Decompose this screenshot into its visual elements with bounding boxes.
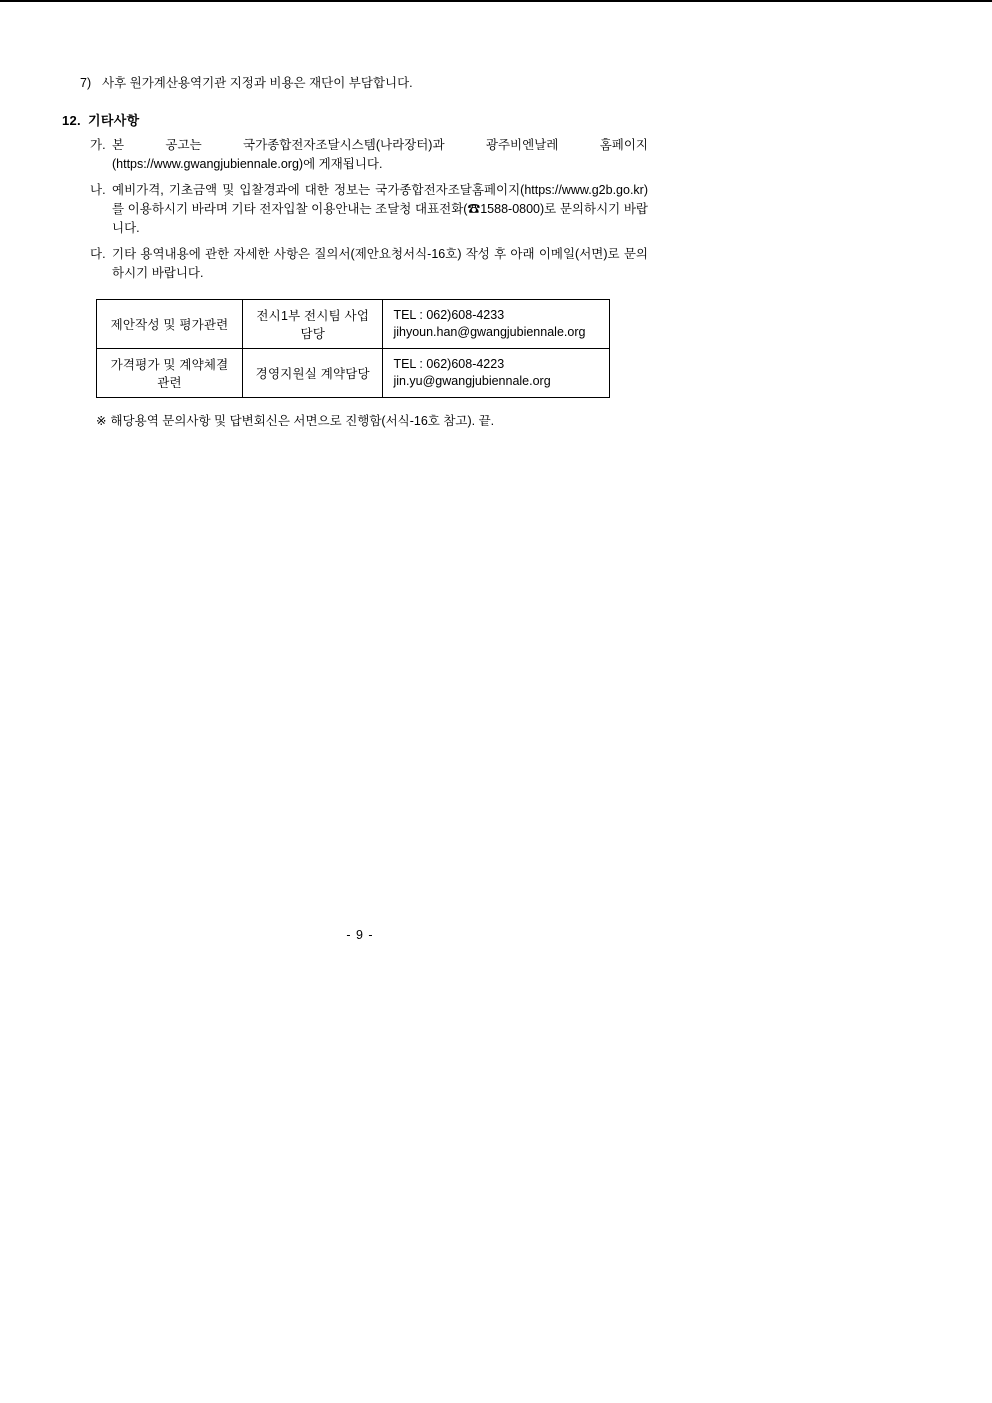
list-item — [90, 136, 648, 174]
contact-tel: TEL : 062)608-4223 — [393, 357, 505, 371]
section-heading — [62, 110, 648, 129]
contact-info — [383, 300, 610, 349]
list-item-marker: 나. — [90, 183, 106, 197]
page-top-rule — [0, 0, 992, 5]
contact-department: 전시1부 전시팀 사업담당 — [243, 300, 383, 349]
list-item-text: 기타 용역내용에 관한 자세한 사항은 질의서(제안요청서식-16호) 작성 후 아래 이메일(서면)로 문의하시기 바랍니다. — [112, 247, 648, 280]
page-content — [62, 74, 648, 430]
preceding-list-item — [80, 74, 648, 92]
page-number: - 9 - — [346, 928, 374, 942]
contact-department: 경영지원실 계약담당 — [243, 349, 383, 398]
list-item — [90, 181, 648, 238]
contact-table — [96, 299, 610, 398]
contact-info — [383, 349, 610, 398]
contact-tel: TEL : 062)608-4233 — [393, 308, 505, 322]
list-item-text: 예비가격, 기초금액 및 입찰경과에 대한 정보는 국가종합전자조달홈페이지(https://www.g2b.go.kr)를 이용하시기 바라며 기타 전자입찰 이용안내는 조달청 대표전화(☎1588-0800)로 문의하시기 바랍니다. — [112, 183, 648, 235]
table-row — [97, 300, 610, 349]
contact-category: 제안작성 및 평가관련 — [97, 300, 243, 349]
footnote-mark: ※ — [96, 414, 107, 428]
list-item-body — [112, 136, 648, 174]
contact-email: jihyoun.han@gwangjubiennale.org — [393, 325, 586, 339]
list-item-text: 본 공고는 국가종합전자조달시스템(나라장터)과 광주비엔날레 홈페이지(https://www.gwangjubiennale.org)에 게재됩니다. — [112, 138, 648, 171]
preceding-list-item-number: 7) — [80, 76, 92, 90]
table-row — [97, 349, 610, 398]
list-item-body — [112, 245, 648, 283]
list-item-marker: 가. — [90, 138, 106, 152]
list-item — [90, 245, 648, 283]
footnote-text: 해당용역 문의사항 및 답변회신은 서면으로 진행함(서식-16호 참고). 끝. — [110, 414, 495, 428]
contact-category: 가격평가 및 계약체결 관련 — [97, 349, 243, 398]
preceding-list-item-text: 사후 원가계산용역기관 지정과 비용은 재단이 부담합니다. — [102, 76, 413, 90]
list-item-marker: 다. — [90, 247, 106, 261]
section-title-text: 기타사항 — [88, 113, 140, 128]
contact-email: jin.yu@gwangjubiennale.org — [393, 374, 551, 388]
section-number: 12. — [62, 113, 81, 128]
footnote — [96, 412, 648, 430]
list-item-body — [112, 181, 648, 238]
